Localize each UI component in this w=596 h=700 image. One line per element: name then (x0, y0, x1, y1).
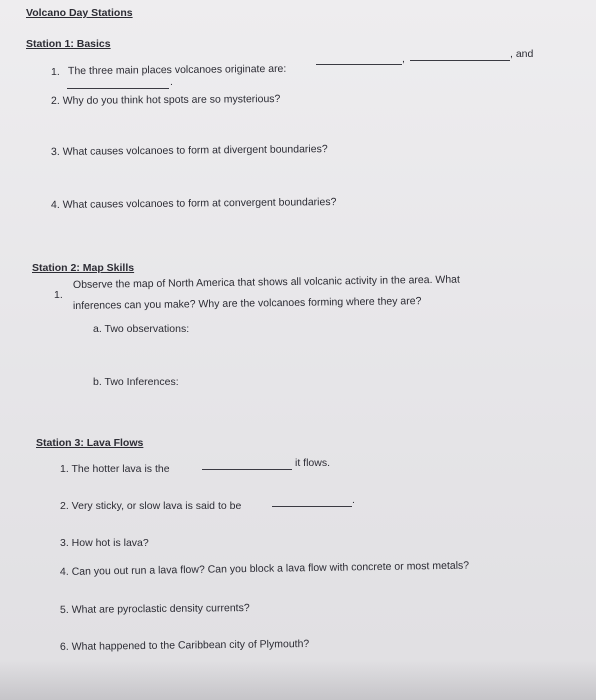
s1-q1-text: The three main places volcanoes originate are: (67, 62, 287, 78)
s1-q1-and: , and (510, 48, 534, 60)
s1-q1-period: . (170, 76, 173, 88)
s2-qb: b. Two Inferences: (93, 376, 179, 388)
s1-q1-blank-3 (67, 88, 169, 89)
page-shadow (0, 660, 596, 700)
s3-q2-end: . (352, 494, 355, 506)
s3-q2-blank (272, 506, 352, 507)
s1-q1-blank-2 (410, 60, 510, 61)
station2-heading: Station 2: Map Skills (32, 262, 135, 274)
document-title: Volcano Day Stations (26, 7, 133, 19)
s1-q1-blank-1 (316, 64, 402, 65)
s3-q6: 6. What happened to the Caribbean city of Plymouth? (59, 637, 310, 653)
s3-q2-text: 2. Very sticky, or slow lava is said to be (60, 500, 242, 512)
s1-q1-number: 1. (51, 66, 60, 78)
s1-q3: 3. What causes volcanoes to form at divergent boundaries? (50, 143, 328, 158)
s2-q1-number: 1. (54, 289, 63, 301)
s3-q1-text: 1. The hotter lava is the (60, 463, 170, 475)
s3-q5: 5. What are pyroclastic density currents? (59, 602, 250, 616)
s3-q3: 3. How hot is lava? (60, 537, 149, 549)
s3-q1-end: it flows. (295, 457, 331, 469)
s1-q1-comma: , (402, 53, 405, 65)
s3-q4: 4. Can you out run a lava flow? Can you block a lava flow with concrete or most metals? (59, 559, 470, 578)
s1-q2: 2. Why do you think hot spots are so mysterious? (50, 92, 281, 107)
station3-heading: Station 3: Lava Flows (36, 437, 144, 449)
s2-qa: a. Two observations: (93, 323, 190, 335)
s2-q1-line1: Observe the map of North America that shows all volcanic activity in the area. What (72, 273, 460, 291)
s2-q1-line2: inferences can you make? Why are the volcanoes forming where they are? (72, 295, 422, 312)
station1-heading: Station 1: Basics (26, 38, 111, 50)
s3-q1-blank (202, 469, 292, 470)
s1-q4: 4. What causes volcanoes to form at convergent boundaries? (50, 196, 337, 211)
